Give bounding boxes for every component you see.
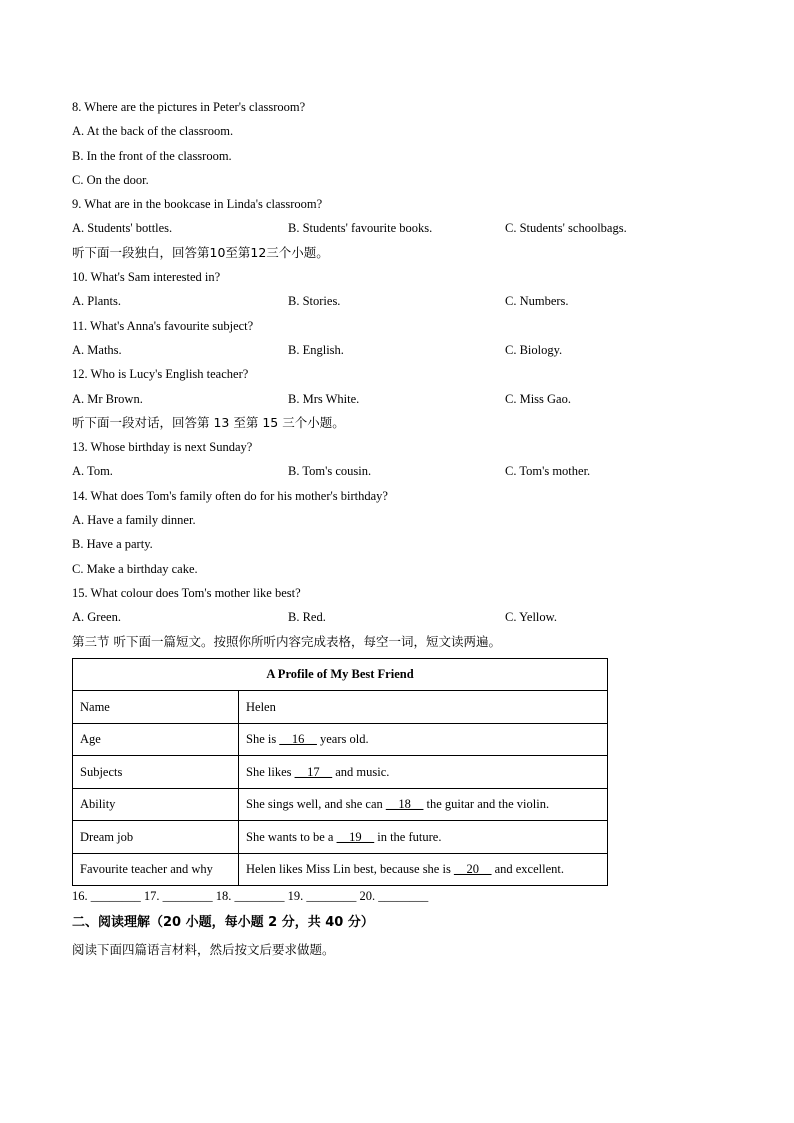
options-15 (72, 605, 722, 629)
row-value (239, 756, 608, 789)
option-11a: A. Maths. (72, 342, 122, 357)
option-14c: C. Make a birthday cake. (72, 561, 198, 576)
question-13: 13. Whose birthday is next Sunday? (72, 440, 253, 455)
option-11b: B. English. (288, 342, 344, 357)
question-15: 15. What colour does Tom's mother like best? (72, 585, 301, 600)
option-10b: B. Stories. (288, 294, 341, 309)
value-text: and music. (332, 764, 390, 779)
options-10 (72, 289, 722, 313)
option-11c: C. Biology. (505, 342, 563, 357)
value-text: Helen likes Miss Lin best, because she is (246, 862, 454, 877)
option-8a: A. At the back of the classroom. (72, 124, 234, 139)
option-10a: A. Plants. (72, 294, 121, 309)
option-10c: C. Numbers. (505, 294, 569, 309)
question-12: 12. Who is Lucy's English teacher? (72, 367, 249, 382)
option-15c: C. Yellow. (505, 610, 557, 625)
row-label: Name (73, 691, 239, 724)
option-15a: A. Green. (72, 610, 121, 625)
table-row (73, 821, 608, 854)
answer-blanks-line: 16. ________ 17. ________ 18. ________ 19. ________ 20. ________ (72, 889, 429, 904)
table-row (73, 853, 608, 886)
table-header-row (73, 658, 608, 691)
option-14a: A. Have a family dinner. (72, 513, 196, 528)
question-14: 14. What does Tom's family often do for his mother's birthday? (72, 488, 388, 503)
row-value (239, 821, 608, 854)
blank-19: __19__ (336, 829, 375, 844)
value-text: Helen (246, 699, 276, 714)
value-text: She is (246, 732, 280, 747)
row-label: Age (73, 723, 239, 756)
option-8b: B. In the front of the classroom. (72, 148, 232, 163)
row-label: Dream job (73, 821, 239, 854)
section3-instruction: 第三节 听下面一篇短文。按照你所听内容完成表格，每空一词，短文读两遍。 (72, 633, 501, 649)
question-10: 10. What's Sam interested in? (72, 270, 221, 285)
table-row (73, 788, 608, 821)
row-label: Favourite teacher and why (73, 853, 239, 886)
value-text: the guitar and the violin. (423, 797, 550, 812)
options-11 (72, 338, 722, 362)
row-value (239, 691, 608, 724)
value-text: in the future. (374, 829, 442, 844)
section2-title: 二、阅读理解（20 小题，每小题 2 分，共 40 分） (72, 915, 374, 931)
option-12c: C. Miss Gao. (505, 391, 571, 406)
section2-instruction: 阅读下面四篇语言材料，然后按文后要求做题。 (72, 942, 335, 958)
row-label: Subjects (73, 756, 239, 789)
blank-20: __20__ (453, 862, 492, 877)
blank-18: __18__ (385, 797, 424, 812)
row-label: Ability (73, 788, 239, 821)
options-12 (72, 387, 722, 411)
option-8c: C. On the door. (72, 172, 149, 187)
option-9b: B. Students' favourite books. (288, 221, 433, 236)
question-11: 11. What's Anna's favourite subject? (72, 318, 254, 333)
option-13a: A. Tom. (72, 464, 113, 479)
profile-table (72, 658, 608, 887)
value-text: She wants to be a (246, 829, 337, 844)
table-row (73, 691, 608, 724)
instruction-13-15: 听下面一段对话，回答第 13 至第 15 三个小题。 (72, 414, 345, 430)
value-text: and excellent. (491, 862, 564, 877)
instruction-10-12: 听下面一段独白，回答第10至第12三个小题。 (72, 244, 329, 260)
table-title: A Profile of My Best Friend (73, 658, 608, 691)
question-8: 8. Where are the pictures in Peter's classroom? (72, 100, 306, 114)
option-12b: B. Mrs White. (288, 391, 360, 406)
option-14b: B. Have a party. (72, 537, 153, 552)
value-text: She sings well, and she can (246, 797, 386, 812)
option-12a: A. Mr Brown. (72, 391, 143, 406)
option-9a: A. Students' bottles. (72, 221, 173, 236)
options-9 (72, 216, 722, 240)
question-9: 9. What are in the bookcase in Linda's classroom? (72, 197, 323, 212)
value-text: She likes (246, 764, 295, 779)
table-row (73, 723, 608, 756)
option-9c: C. Students' schoolbags. (505, 221, 627, 236)
table-row (73, 756, 608, 789)
row-value (239, 853, 608, 886)
option-13b: B. Tom's cousin. (288, 464, 372, 479)
value-text: years old. (316, 732, 369, 747)
option-15b: B. Red. (288, 610, 326, 625)
options-13 (72, 459, 722, 483)
row-value (239, 788, 608, 821)
exam-page (72, 95, 722, 963)
row-value (239, 723, 608, 756)
blank-16: __16__ (279, 732, 317, 747)
option-13c: C. Tom's mother. (505, 464, 591, 479)
blank-17: __17__ (294, 764, 333, 779)
